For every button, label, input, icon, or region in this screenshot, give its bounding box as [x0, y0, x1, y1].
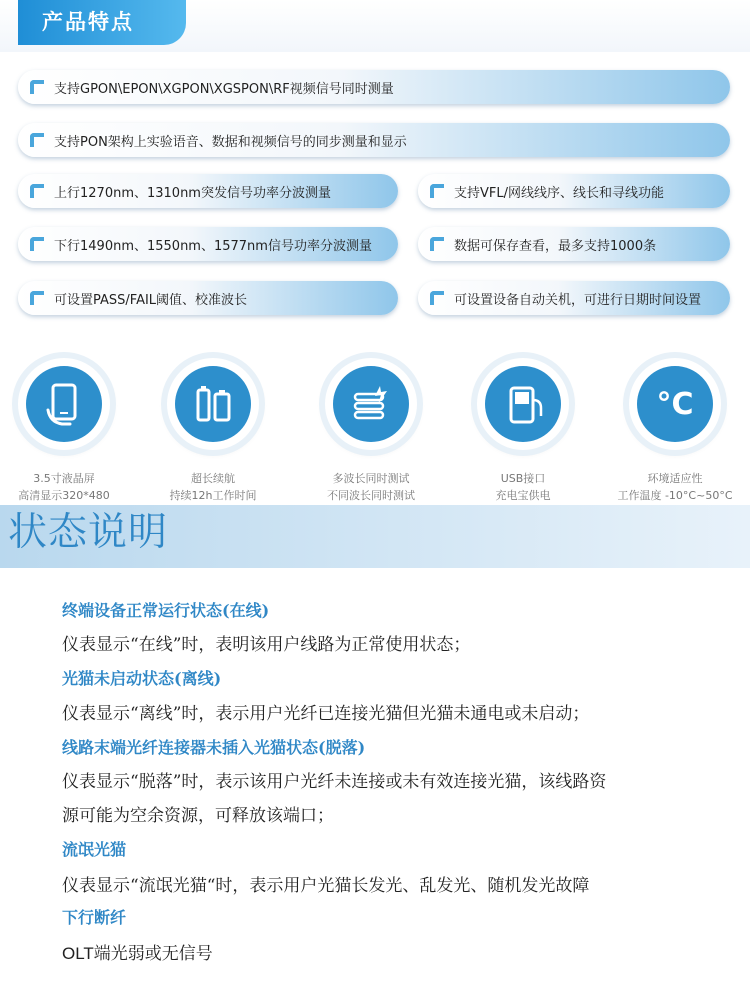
feature-text: 下行1490nm、1550nm、1577nm信号功率分波测量	[54, 238, 372, 254]
status-heading: 流氓光猫	[62, 840, 127, 859]
bracket-icon	[30, 291, 44, 305]
status-text: 仪表显示“离线”时，表示用户光纤已连接光猫但光猫未通电或未启动；	[62, 704, 590, 724]
feature-icon-card	[148, 358, 278, 504]
feature-text: 上行1270nm、1310nm突发信号功率分波测量	[54, 185, 331, 201]
wave-layers-icon	[347, 380, 395, 428]
feature-icon-card	[0, 358, 129, 504]
section-title-product-features: 产品特点	[18, 0, 186, 45]
power-bank-icon	[499, 380, 547, 428]
bracket-icon	[430, 237, 444, 251]
feature-label: 环境适应性	[647, 472, 703, 485]
bracket-icon	[30, 80, 44, 94]
thermometer-icon: °C	[656, 386, 694, 422]
status-title: 状态说明	[8, 510, 169, 555]
status-text: OLT端光弱或无信号	[62, 944, 213, 963]
feature-text: 数据可保存查看，最多支持1000条	[454, 238, 657, 254]
feature-sublabel: 不同波长同时测试	[327, 489, 415, 502]
bracket-icon	[30, 184, 44, 198]
icon-circle	[477, 358, 569, 450]
feature-sublabel: 高清显示320*480	[18, 489, 110, 502]
status-text: 仪表显示“脱落”时，表示该用户光纤未连接或未有效连接光猫，该线路资	[62, 772, 607, 792]
status-heading: 线路末端光纤连接器未插入光猫状态(脱落)	[62, 738, 366, 757]
feature-sublabel: 充电宝供电	[495, 489, 551, 502]
phone-hand-icon	[40, 380, 88, 428]
feature-text: 可设置设备自动关机，可进行日期时间设置	[454, 292, 702, 308]
feature-icon-card	[610, 358, 740, 504]
feature-pill	[18, 281, 398, 315]
feature-pill	[18, 227, 398, 261]
feature-label: 3.5寸液晶屏	[33, 472, 95, 485]
status-heading: 下行断纤	[62, 908, 127, 927]
feature-pill	[418, 227, 730, 261]
icon-circle	[325, 358, 417, 450]
feature-pill	[418, 281, 730, 315]
feature-text: 可设置PASS/FAIL阈值、校准波长	[54, 292, 248, 308]
feature-label: 多波长同时测试	[332, 472, 410, 485]
battery-icon	[189, 380, 237, 428]
bracket-icon	[30, 133, 44, 147]
feature-text: 支持GPON\EPON\XGPON\XGSPON\RF视频信号同时测量	[54, 81, 394, 97]
feature-pill	[18, 123, 730, 157]
bracket-icon	[430, 291, 444, 305]
icon-circle	[629, 358, 721, 450]
status-text: 源可能为空余资源，可释放该端口；	[62, 806, 334, 826]
icon-circle	[18, 358, 110, 450]
status-text: 仪表显示“流氓光猫“时，表示用户光猫长发光、乱发光、随机发光故障	[62, 876, 590, 896]
feature-icon-card	[306, 358, 436, 504]
bracket-icon	[430, 184, 444, 198]
status-text: 仪表显示“在线”时，表明该用户线路为正常使用状态；	[62, 635, 471, 655]
feature-text: 支持PON架构上实验语音、数据和视频信号的同步测量和显示	[54, 134, 407, 150]
feature-label: 超长续航	[191, 472, 235, 485]
feature-label: USB接口	[500, 472, 546, 485]
status-heading: 光猫未启动状态(离线)	[62, 669, 222, 688]
feature-pill	[18, 174, 398, 208]
feature-sublabel: 工作温度 -10°C~50°C	[617, 489, 733, 502]
status-heading: 终端设备正常运行状态(在线)	[62, 601, 270, 620]
feature-icon-card	[458, 358, 588, 504]
feature-pill	[18, 70, 730, 104]
icon-circle	[167, 358, 259, 450]
feature-sublabel: 持续12h工作时间	[169, 489, 257, 502]
feature-text: 支持VFL/网线线序、线长和寻线功能	[454, 185, 664, 201]
bracket-icon	[30, 237, 44, 251]
feature-pill	[418, 174, 730, 208]
